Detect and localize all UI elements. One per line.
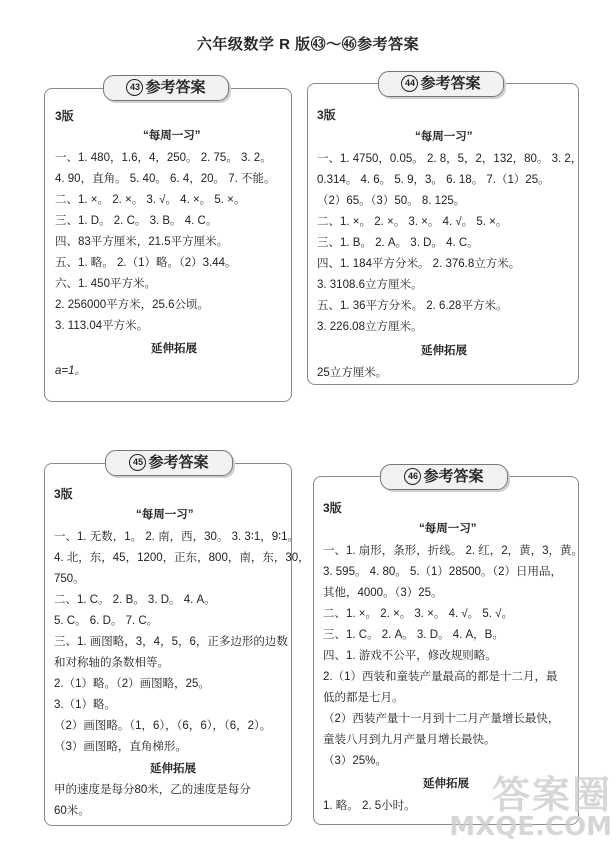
- answer-line: 一、1. 无数，1。 2. 南，西，30。 3. 3∶1，9∶1。: [54, 531, 300, 543]
- answer-line: 五、1. 36平方分米。 2. 6.28平方米。: [317, 300, 508, 312]
- answer-line: 二、1. ×。 2. ×。 3. √。 4. ×。 5. ×。: [55, 194, 246, 206]
- badge-label: 参考答案: [145, 79, 206, 96]
- answer-card-43: [44, 79, 292, 402]
- answer-line: 低的都是七月。: [323, 692, 404, 704]
- answer-line: （3）25%。: [323, 755, 387, 767]
- answer-line: 三、1. C。 2. A。 3. D。 4. A，B。: [323, 629, 504, 641]
- page-title: 六年级数学 R 版㊸～㊻参考答案: [196, 36, 420, 53]
- answer-line: 一、1. 480，1.6，4，250。 2. 75。 3. 2。: [55, 152, 272, 164]
- answer-line: 2.（1）西装和童装产量最高的都是十二月，最: [323, 671, 558, 683]
- answer-line: （2）画图略。（1，6），（6，6），（6，2）。: [54, 720, 272, 732]
- answer-line: 四、83平方厘米，21.5平方厘米。: [55, 236, 229, 248]
- answer-line: 三、1. D。 2. C。 3. B。 4. C。: [55, 215, 218, 227]
- answer-line: 其他，4000。（3）25。: [323, 587, 443, 599]
- badge-label: 参考答案: [148, 454, 209, 471]
- answer-line: 3. 3108.6立方厘米。: [317, 279, 423, 291]
- answer-line: 4. 90，直角。 5. 40。 6. 4，20。 7. 不能。: [55, 173, 276, 185]
- card-badge-45: [105, 450, 233, 476]
- answer-line: （3）画图略，直角梯形。: [54, 741, 187, 753]
- section-heading: “每周一习”: [136, 509, 194, 521]
- answer-line: 2. 256000平方米，25.6公顷。: [55, 299, 210, 311]
- answer-line: 0.314。 4. 6。 5. 9，3。 6. 18。 7.（1）25。: [317, 174, 550, 186]
- answer-line: 六、1. 450平方米。: [55, 278, 156, 290]
- answer-line: 5. C。 6. D。 7. C。: [54, 615, 159, 627]
- edition-label: 3版: [323, 501, 342, 515]
- watermark-logo-text: 答案圈: [491, 773, 612, 817]
- extension-heading: 延伸拓展: [150, 763, 196, 775]
- answer-line: 三、1. 画图略，3，4，5，6，正多边形的边数: [54, 636, 288, 648]
- answer-line: 二、1. C。 2. B。 3. D。 4. A。: [54, 594, 216, 606]
- answer-line: 4. 北，东，45，1200，正东，800，南，东，30，: [54, 552, 310, 564]
- answer-line: 3. 226.08立方厘米。: [317, 321, 423, 333]
- site-watermark: [449, 773, 612, 842]
- extension-line: a=1。: [55, 365, 87, 377]
- extension-heading: 延伸拓展: [423, 778, 469, 790]
- answer-line: 二、1. ×。 2. ×。 3. ×。 4. √。 5. ×。: [317, 216, 508, 228]
- card-badge-46: [380, 464, 508, 490]
- answer-line: 童装八月到九月产量月增长最快。: [323, 734, 496, 746]
- circled-number: 44: [401, 75, 418, 92]
- watermark-url-text: MXQE.COM: [449, 812, 612, 842]
- answer-line: 二、1. ×。 2. ×。 3. ×。 4. √。 5. √。: [323, 608, 513, 620]
- answer-line: 750。: [54, 573, 85, 585]
- badge-label: 参考答案: [420, 75, 481, 92]
- extension-heading: 延伸拓展: [151, 343, 197, 355]
- section-heading: “每周一习”: [419, 523, 477, 535]
- answer-line: 一、1. 4750，0.05。 2. 8，5，2，132，80。 3. 2，: [317, 153, 583, 165]
- answer-line: 五、1. 略。 2.（1）略。（2）3.44。: [55, 257, 237, 269]
- edition-label: 3版: [317, 108, 336, 122]
- edition-label: 3版: [55, 109, 74, 123]
- extension-heading: 延伸拓展: [421, 345, 467, 357]
- answer-card-45: [44, 454, 310, 826]
- answer-line: 四、1. 184平方分米。 2. 376.8立方米。: [317, 258, 521, 270]
- answer-line: （2）西装产量十一月到十二月产量增长最快，: [323, 713, 560, 725]
- answer-line: 2.（1）略。（2）画图略，25。: [54, 678, 210, 690]
- answer-line: （2）65。（3）50。 8. 125。: [317, 195, 466, 207]
- answer-line: 3. 113.04平方米。: [55, 320, 149, 332]
- answer-line: 和对称轴的条数相等。: [54, 657, 169, 669]
- card-badge-43: [103, 75, 229, 101]
- section-heading: “每周一习”: [143, 130, 201, 142]
- extension-line: 60米。: [54, 805, 90, 817]
- extension-line: 甲的速度是每分80米，乙的速度是每分: [54, 784, 251, 796]
- extension-line: 25立方厘米。: [317, 367, 388, 379]
- circled-number: 46: [404, 468, 421, 485]
- answer-line: 3.（1）略。: [54, 699, 116, 711]
- extension-line: 1. 略。 2. 5小时。: [323, 800, 416, 812]
- circled-number: 45: [129, 454, 146, 471]
- answer-line: 四、1. 游戏不公平，修改规则略。: [323, 650, 497, 662]
- answer-card-44: [307, 75, 583, 385]
- card-badge-44: [378, 71, 504, 97]
- badge-label: 参考答案: [423, 468, 484, 485]
- edition-label: 3版: [54, 487, 73, 501]
- answer-line: 一、1. 扇形，条形，折线。 2. 红，2，黄，3，黄。: [323, 545, 584, 557]
- circled-number: 43: [126, 79, 143, 96]
- section-heading: “每周一习”: [415, 131, 473, 143]
- answer-line: 三、1. B。 2. A。 3. D。 4. C。: [317, 237, 479, 249]
- answer-line: 3. 595。 4. 80。 5.（1）28500。（2）日用品，: [323, 566, 563, 578]
